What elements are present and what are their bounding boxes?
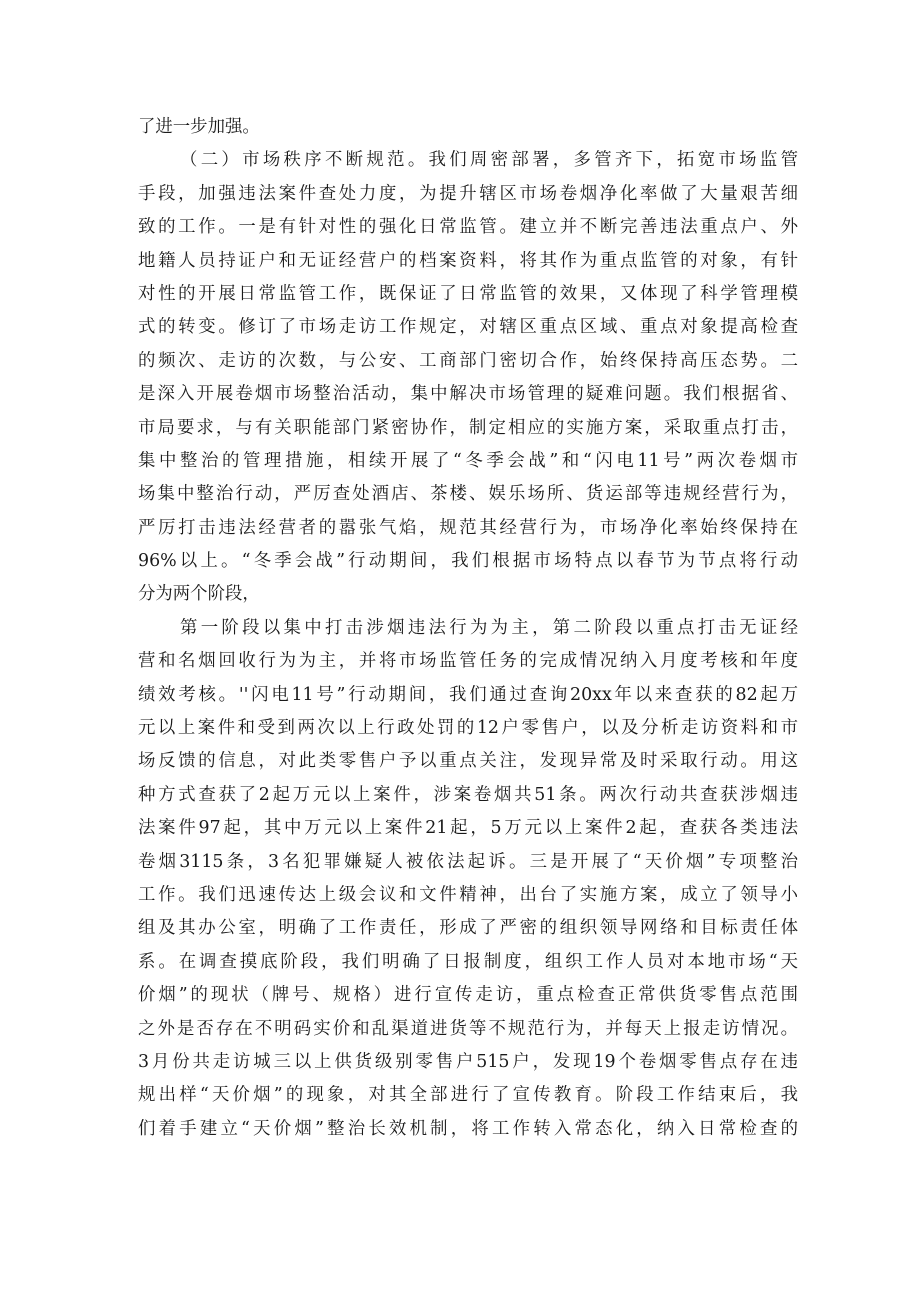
text-line: （二）市场秩序不断规范。我们周密部署，多管齐下，拓宽市场监管 — [180, 150, 798, 171]
text-line: 种方式查获了2起万元以上案件，涉案卷烟共51条。两次行动共查获涉烟违 — [138, 784, 798, 805]
text-line: 96%以上。“冬季会战”行动期间，我们根据市场特点以春节为节点将行动 — [138, 551, 798, 572]
text-line: 是深入开展卷烟市场整治活动，集中解决市场管理的疑难问题。我们根据省、 — [138, 384, 798, 405]
text-line: 第一阶段以集中打击涉烟违法行为为主，第二阶段以重点打击无证经 — [180, 617, 798, 638]
text-line: 手段，加强违法案件查处力度，为提升辖区市场卷烟净化率做了大量艰苦细 — [138, 183, 798, 204]
text-line: 对性的开展日常监管工作，既保证了日常监管的效果，又体现了科学管理模 — [138, 283, 798, 304]
text-line: 市局要求，与有关职能部门紧密协作，制定相应的实施方案，采取重点打击， — [138, 417, 798, 438]
text-line: 系。在调查摸底阶段，我们明确了日报制度，组织工作人员对本地市场“天 — [138, 951, 798, 972]
text-line: 了进一步加强。 — [138, 117, 260, 137]
body-text — [138, 111, 798, 1146]
text-line: 组及其办公室，明确了工作责任，形成了严密的组织领导网络和目标责任体 — [138, 918, 798, 939]
text-line: 式的转变。修订了市场走访工作规定，对辖区重点区域、重点对象提高检查 — [138, 317, 798, 338]
text-line: 地籍人员持证户和无证经营户的档案资料，将其作为重点监管的对象，有针 — [138, 250, 798, 271]
text-line: 分为两个阶段， — [138, 584, 260, 605]
text-line: 法案件97起，其中万元以上案件21起，5万元以上案件2起，查获各类违法 — [138, 818, 798, 839]
text-line: 场集中整治行动，严厉查处酒店、茶楼、娱乐场所、货运部等违规经营行为， — [138, 484, 798, 505]
text-line: 的频次、走访的次数，与公安、工商部门密切合作，始终保持高压态势。二 — [138, 350, 798, 371]
text-line: 们着手建立“天价烟”整治长效机制，将工作转入常态化，纳入日常检查的 — [138, 1118, 798, 1139]
text-line: 绩效考核。''闪电11号”行动期间，我们通过查询20xx年以来查获的82起万 — [138, 684, 798, 705]
text-line: 规出样“天价烟”的现象，对其全部进行了宣传教育。阶段工作结束后，我 — [138, 1085, 798, 1106]
text-line: 工作。我们迅速传达上级会议和文件精神，出台了实施方案，成立了领导小 — [138, 884, 798, 905]
text-line: 元以上案件和受到两次以上行政处罚的12户零售户，以及分析走访资料和市 — [138, 718, 798, 739]
text-line: 卷烟3115条，3名犯罪嫌疑人被依法起诉。三是开展了“天价烟”专项整治 — [138, 851, 798, 872]
text-line: 集中整治的管理措施，相续开展了“冬季会战”和“闪电11号”两次卷烟市 — [138, 450, 798, 471]
text-line: 致的工作。一是有针对性的强化日常监管。建立并不断完善违法重点户、外 — [138, 217, 798, 238]
text-line: 场反馈的信息，对此类零售户予以重点关注，发现异常及时采取行动。用这 — [138, 751, 798, 772]
text-line: 之外是否存在不明码实价和乱渠道进货等不规范行为，并每天上报走访情况。 — [138, 1018, 798, 1039]
text-line: 营和名烟回收行为为主，并将市场监管任务的完成情况纳入月度考核和年度 — [138, 651, 798, 672]
text-line: 严厉打击违法经营者的嚣张气焰，规范其经营行为，市场净化率始终保持在 — [138, 517, 798, 538]
text-line: 3月份共走访城三以上供货级别零售户515户，发现19个卷烟零售点存在违 — [138, 1051, 798, 1072]
text-line: 价烟”的现状（牌号、规格）进行宣传走访，重点检查正常供货零售点范围 — [138, 985, 798, 1006]
